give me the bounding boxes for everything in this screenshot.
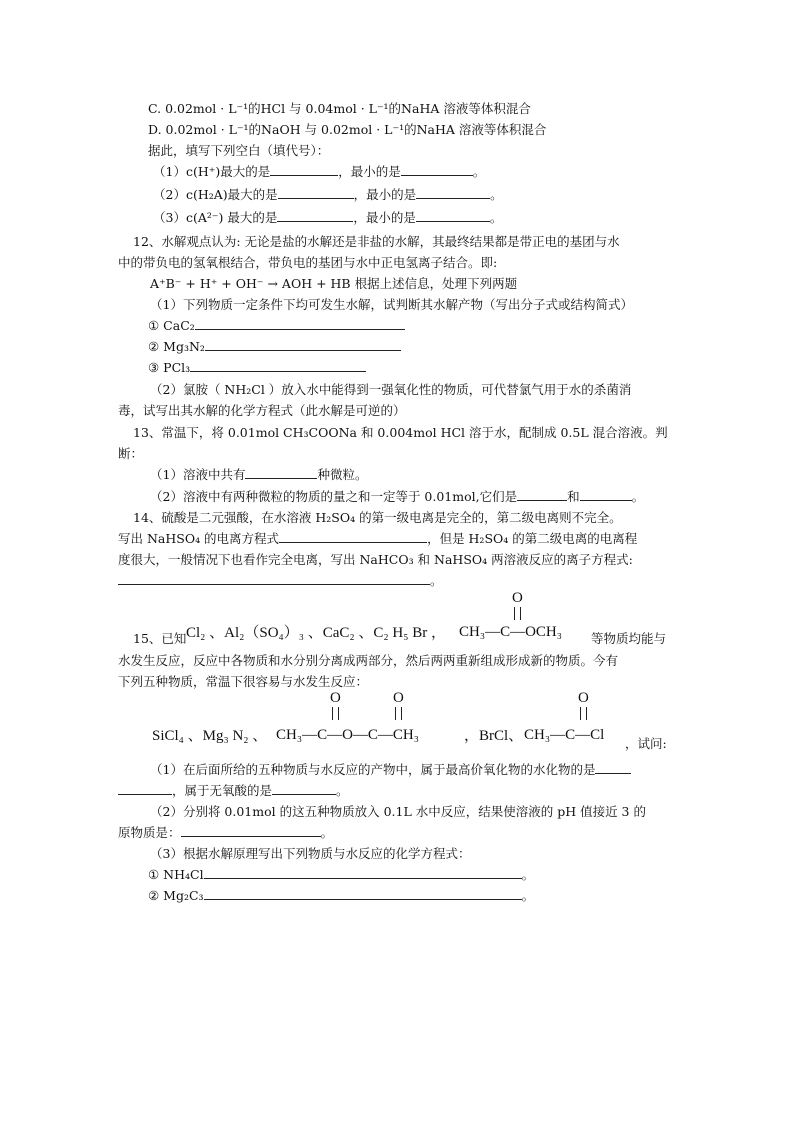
answer-blank[interactable] <box>190 359 366 372</box>
q12-subq-2: （2）氯胺（ NH₂Cl ）放入水中能得到一强氧化性的物质，可代替氯气用于水的杀菌消 <box>150 382 632 397</box>
answer-blank[interactable] <box>595 761 631 774</box>
answer-blank[interactable] <box>517 488 567 501</box>
fill-instruction: 据此，填写下列空白（填代号）： <box>148 143 330 158</box>
q13-subq-1: （1）溶液中共有 种微粒。 <box>150 467 368 482</box>
q12-equation: A⁺B⁻ + H⁺ + OH⁻ → AOH + HB 根据上述信息，处理下列两题 <box>150 276 518 291</box>
q15-intro-end: 等物质均能与 <box>591 631 667 646</box>
answer-blank[interactable] <box>205 338 401 351</box>
q12-text-2: 中的带负电的氢氧根结合，带负电的基团与水中正电氢离子结合。即: <box>118 255 498 270</box>
q12-item-mg3n2: ② Mg₃N₂ <box>148 338 401 356</box>
option-d: D. 0.02mol · L⁻¹的NaOH 与 0.02mol · L⁻¹的NaHA 溶液等体积混合 <box>148 122 547 137</box>
q15-subq-1-cont: ，属于无氧酸的是 。 <box>118 782 349 800</box>
answer-blank[interactable] <box>118 572 430 585</box>
answer-blank[interactable] <box>279 530 427 543</box>
answer-blank[interactable] <box>118 782 172 795</box>
answer-blank[interactable] <box>277 209 353 222</box>
q15-formula-list: Cl₂ 、Al₂（SO₄）₃ 、CaC₂ 、C₂ H₅ Br ， <box>186 625 446 641</box>
question-2-h2a: （2）c(H₂A)最大的是 ，最小的是 。 <box>153 187 503 202</box>
q13-text-2: 断： <box>118 446 144 461</box>
q12-subq-2-cont: 毒，试写出其水解的化学方程式（此水解是可逆的） <box>118 403 406 418</box>
q13-subq-2: （2）溶液中有两种微粒的物质的量之和一定等于 0.01mol,它们是 和 。 <box>150 489 645 504</box>
answer-blank[interactable] <box>401 163 473 176</box>
q14-answer-line: 。 <box>118 572 443 590</box>
option-c: C. 0.02mol · L⁻¹的HCl 与 0.04mol · L⁻¹的NaHA 溶液等体积混合 <box>148 101 531 116</box>
question-3-a2: （3）c(A²⁻) 最大的是 ，最小的是 。 <box>153 210 503 225</box>
q13-text-1: 13、常温下，将 0.01mol CH₃COONa 和 0.004mol HCl 溶于水，配制成 0.5L 混合溶液。判 <box>133 425 668 440</box>
q15-item-nh4cl: ① NH₄Cl 。 <box>148 867 535 882</box>
answer-blank[interactable] <box>416 209 490 222</box>
q12-subq-1: （1）下列物质一定条件下均可发生水解，试判断其水解产物（写出分子式或结构简式） <box>150 297 633 312</box>
q12-text-1: 12、水解观点认为: 无论是盐的水解还是非盐的水解，其最终结果都是带正电的基团与水 <box>133 234 620 249</box>
q15-subq-2-cont: 原物质是： 。 <box>118 825 334 840</box>
answer-blank[interactable] <box>204 887 522 900</box>
q14-text-3: 度很大，一般情况下也看作完全电离，写出 NaHCO₃ 和 NaHSO₄ 两溶液反应的离子方程式: <box>118 552 633 567</box>
q15-subq-3: （3）根据水解原理写出下列物质与水反应的化学方程式： <box>150 846 471 861</box>
answer-blank[interactable] <box>195 317 405 330</box>
q15-text-3: 下列五种物质，常温下很容易与水发生反应： <box>118 674 369 689</box>
q15-substances-b: ，BrCl、 <box>464 728 524 744</box>
q15-subq-1: （1）在后面所给的五种物质与水反应的产物中，属于最高价氧化物的水化物的是 <box>150 761 631 779</box>
answer-blank[interactable] <box>245 466 317 479</box>
answer-blank[interactable] <box>204 866 522 879</box>
answer-blank[interactable] <box>580 488 632 501</box>
answer-blank[interactable] <box>278 186 354 199</box>
q15-intro: 15、已知 <box>133 631 187 646</box>
answer-blank[interactable] <box>272 782 336 795</box>
q15-substances-a: SiCl₄ 、Mg₃ N₂ 、 <box>152 728 268 744</box>
answer-blank[interactable] <box>181 824 321 837</box>
answer-blank[interactable] <box>270 163 338 176</box>
answer-blank[interactable] <box>416 186 490 199</box>
q14-text-1: 14、硫酸是二元强酸，在水溶液 H₂SO₄ 的第一级电离是完全的，第二级电离则不完全。 <box>133 510 622 525</box>
q15-item-mg2c3: ② Mg₂C₃ 。 <box>148 888 535 903</box>
q12-item-pcl3: ③ PCl₃ <box>148 359 366 377</box>
q15-text-2: 水发生反应，反应中各物质和水分别分离成两部分，然后两两重新组成形成新的物质。今有 <box>118 653 619 668</box>
acetic-anhydride-structure: O O CH₃—C—O—C—CH₃ <box>276 690 419 743</box>
q15-ask: ，试问: <box>625 736 667 751</box>
q14-text-2: 写出 NaHSO₄ 的电离方程式 ，但是 H₂SO₄ 的第二级电离的电离程 <box>118 531 638 546</box>
question-1-h-ion: （1）c(H⁺)最大的是 ，最小的是 。 <box>153 164 486 179</box>
q15-subq-2: （2）分别将 0.01mol 的这五种物质放入 0.1L 水中反应，结果使溶液的 pH 值接近 3 的 <box>150 804 646 819</box>
acetyl-chloride-structure: O CH₃—C—Cl <box>524 690 605 743</box>
methyl-acetate-structure: O CH₃—C—OCH₃ <box>459 590 562 640</box>
q12-item-cac2: ① CaC₂ <box>148 317 405 335</box>
